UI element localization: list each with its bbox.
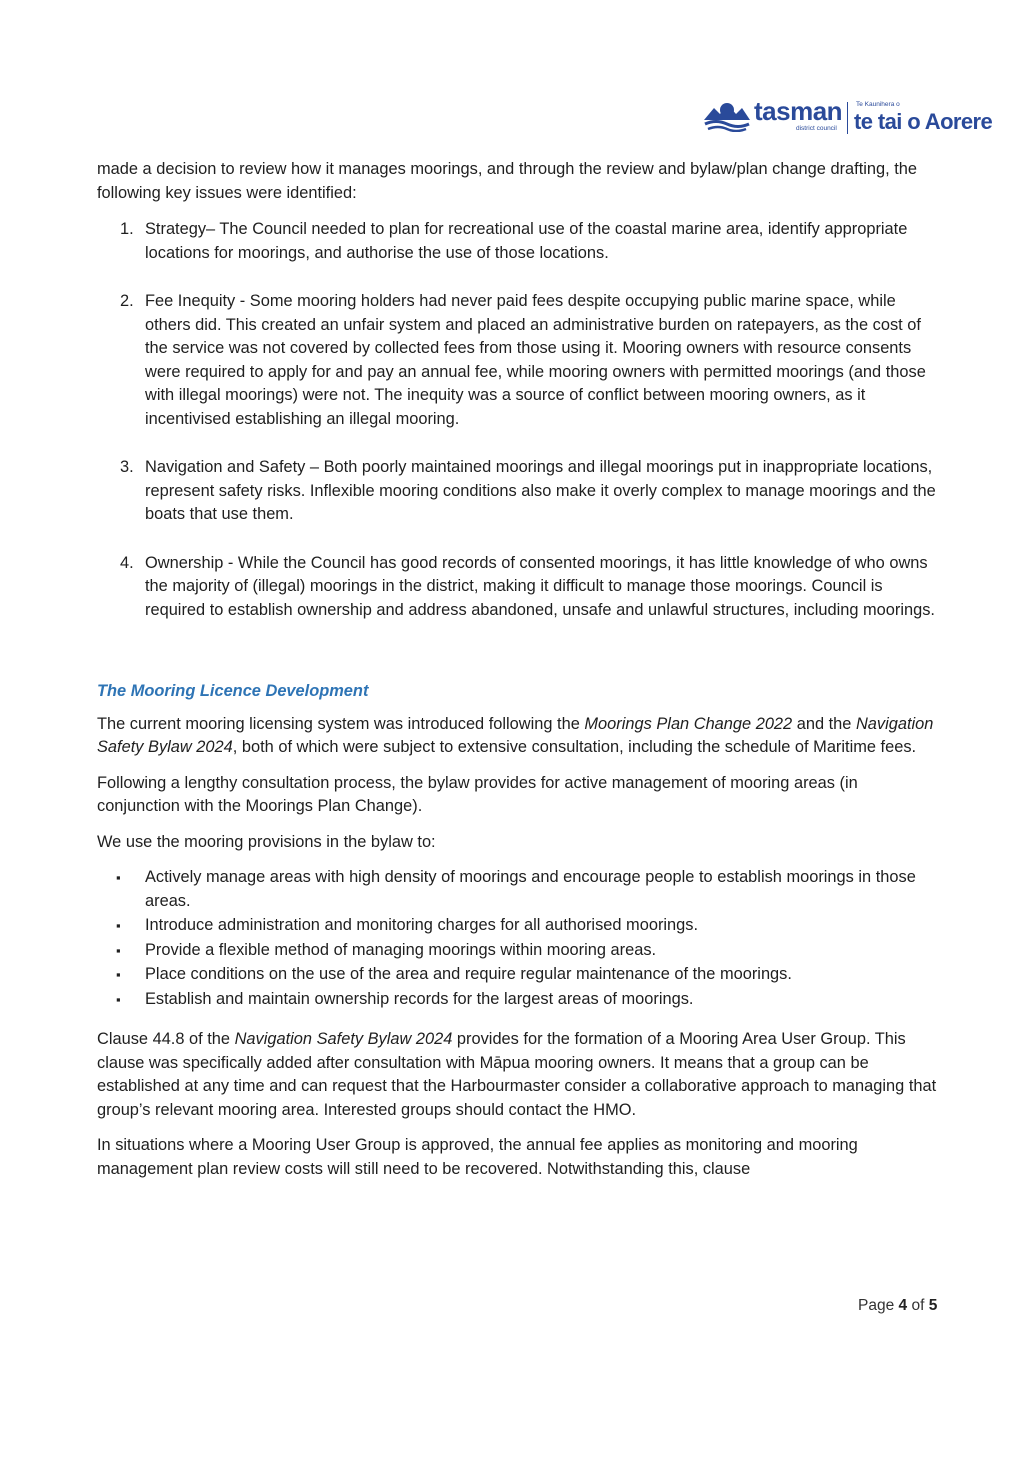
page-number: Page 4 of 5: [858, 1297, 938, 1314]
issue-text: Ownership - While the Council has good records of consented moorings, it has little knowledge of who owns the majority of (illegal) moorings in the district, making it difficult to manage those moorings. Council is required to establish ownership and address abandoned, unsafe and unlawful structures, including moorings.: [145, 553, 935, 619]
issue-item: [97, 290, 942, 431]
plan-change-title: Moorings Plan Change 2022: [584, 714, 793, 733]
list-item: ▪ Establish and maintain ownership records for the largest areas of moorings.: [97, 988, 942, 1012]
logo-wordmark: tasman: [754, 96, 843, 126]
mountain-sun-icon: [704, 98, 750, 132]
tasman-logo: [704, 96, 994, 140]
intro-paragraph: made a decision to review how it manages moorings, and through the review and bylaw/plan change drafting, the following key issues were identified:: [97, 160, 918, 202]
licensing-paragraph: The current mooring licensing system was introduced following the Moorings Plan Change 2022 and the Navigation Safety Bylaw 2024, both of which were subject to extensive consultation, including the schedule of Maritime fees.: [97, 714, 934, 756]
user-group-paragraph: Clause 44.8 of the Navigation Safety Bylaw 2024 provides for the formation of a Mooring Area User Group. This clause was specifically added after consultation with Māpua mooring owners. It means that a group can be established at any time and can request that the Harbourmaster consider a collaborative approach to managing that group’s relevant mooring area. Interested groups should contact the HMO.: [97, 1030, 937, 1119]
issue-text: Navigation and Safety – Both poorly maintained moorings and illegal moorings put in inappropriate locations, represent safety risks. Inflexible mooring conditions also make it overly complex to manage moorings and the boats that use them.: [145, 458, 936, 523]
issue-number: 4.: [120, 553, 134, 572]
list-item: ▪ Provide a flexible method of managing moorings within mooring areas.: [97, 939, 942, 963]
bullet-icon: ▪: [116, 870, 121, 885]
issue-text: Fee Inequity - Some mooring holders had never paid fees despite occupying public marine space, while others did. This created an unfair system and placed an administrative burden on ratepayers, as the cost of the service was not covered by collected fees from those using it. Mooring owners with resource consents were required to apply for and pay an annual fee, while mooring owners with permitted moorings (and those with illegal moorings) were not. The inequity was a source of conflict between mooring owners, as it incentivised establishing an illegal mooring.: [145, 292, 926, 428]
issue-number: 2.: [120, 292, 134, 310]
total-pages: 5: [928, 1297, 938, 1314]
document-body: [97, 158, 942, 1193]
bullet-icon: ▪: [116, 942, 121, 958]
bullet-icon: ▪: [116, 918, 121, 933]
mooring-uses-list: [97, 866, 942, 1011]
uses-intro: We use the mooring provisions in the bylaw to:: [97, 832, 436, 851]
issue-number: 3.: [120, 458, 134, 476]
list-item: ▪ Introduce administration and monitoring charges for all authorised moorings.: [97, 914, 942, 938]
bullet-icon: ▪: [116, 967, 121, 982]
logo-maori-name: te tai o Aorere: [854, 109, 993, 134]
logo-subtitle: district council: [796, 125, 837, 132]
issue-text: Strategy– The Council needed to plan for recreational use of the coastal marine area, identify appropriate locations for moorings, and authorise the use of those locations.: [145, 220, 908, 262]
consultation-paragraph: Following a lengthy consultation process, the bylaw provides for active management of mooring areas (in conjunction with the Moorings Plan Change).: [97, 773, 858, 815]
issue-item: [97, 218, 942, 265]
logo-divider: [847, 102, 848, 134]
bylaw-title: Navigation Safety Bylaw 2024: [97, 714, 934, 756]
logo-maori-caption: Te Kaunihera o: [856, 101, 900, 108]
issue-number: 1.: [120, 220, 134, 238]
list-item: ▪ Place conditions on the use of the area and require regular maintenance of the moorings.: [97, 963, 942, 987]
key-issues-list: [97, 218, 942, 622]
current-page: 4: [898, 1297, 908, 1314]
issue-item: [97, 552, 942, 623]
bullet-icon: ▪: [116, 991, 121, 1007]
section-heading: The Mooring Licence Development: [97, 682, 369, 700]
fee-paragraph: In situations where a Mooring User Group is approved, the annual fee applies as monitoring and mooring management plan review costs will still need to be recovered. Notwithstanding this, clause: [97, 1136, 858, 1178]
issue-item: [97, 456, 942, 527]
list-item: ▪ Actively manage areas with high density of moorings and encourage people to establish moorings in those areas.: [116, 868, 916, 910]
bylaw-title: Navigation Safety Bylaw 2024: [234, 1030, 453, 1048]
